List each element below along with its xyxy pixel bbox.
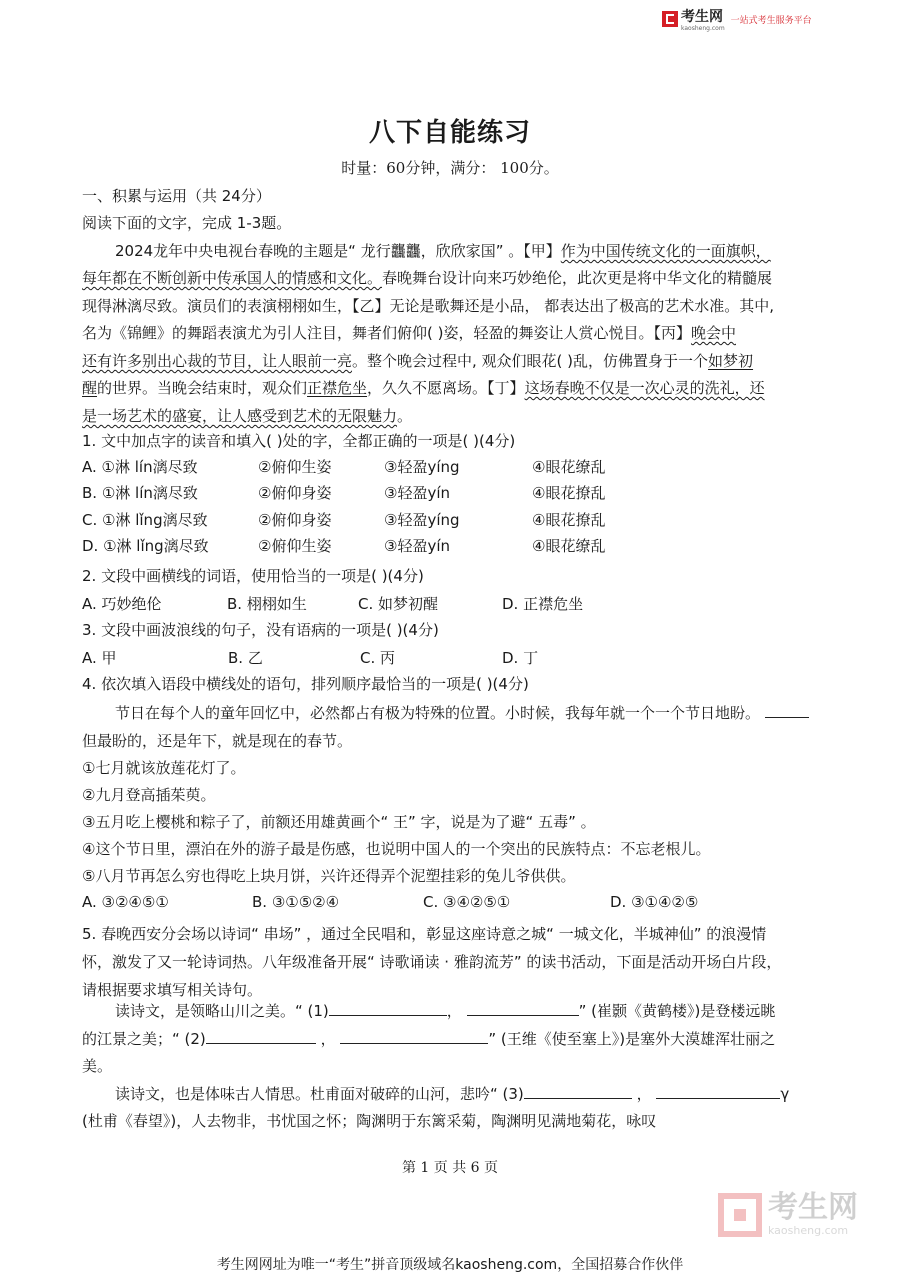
passage-line-1: 2024龙年中央电视台春晚的主题是“ 龙行龘龘，欣欣家国” 。【甲】作为中国传统文化的一面旗帜， — [115, 242, 771, 260]
answer-blank-3a[interactable] — [524, 1084, 632, 1099]
logo-icon — [662, 11, 678, 27]
q3-option-a: A. 甲 — [82, 649, 117, 667]
q5-para-1-line-1: 读诗文，是领略山川之美。“ (1) ， ” (崔颢《黄鹤楼》)是登楼远眺 — [115, 1002, 776, 1020]
site-logo[interactable] — [662, 8, 812, 30]
q4-intro-line-1: 节日在每个人的童年回忆中，必然都占有极为特殊的位置。小时候，我每年就一个一个节日地盼。 — [115, 703, 809, 723]
answer-blank-3b[interactable] — [656, 1084, 780, 1099]
q1-option-a-4: ④眼花缭乱 — [532, 458, 606, 476]
q2-option-d: D. 正襟危坐 — [502, 595, 584, 613]
logo-domain: kaosheng.com — [681, 25, 725, 32]
answer-blank-1b[interactable] — [467, 1001, 579, 1016]
q3-option-d: D. 丁 — [502, 649, 539, 667]
q3-option-c: C. 丙 — [360, 649, 396, 667]
q1-option-c-1: C. ①淋 lǐng漓尽致 — [82, 511, 208, 529]
q4-intro-line-2: 但最盼的，还是年下，就是现在的春节。 — [82, 732, 353, 750]
q4-option-a: A. ③②④⑤① — [82, 893, 169, 911]
answer-blank-2b[interactable] — [340, 1029, 488, 1044]
q5-line-3: 请根据要求填写相关诗句。 — [82, 981, 263, 999]
watermark-name: 考生网 — [768, 1190, 858, 1225]
footer-notice: 考生网网址为唯一“考生”拼音顶级域名kaosheng.com，全国招募合作伙伴 — [216, 1257, 684, 1273]
q3-stem: 3. 文段中画波浪线的句子，没有语病的一项是( )(4分) — [82, 621, 439, 639]
q2-stem: 2. 文段中画横线的词语，使用恰当的一项是( )(4分) — [82, 567, 424, 585]
q5-para-2-line-1: 读诗文，也是体味古人情思。杜甫面对破碎的山河，悲吟“ (3) ， γ — [115, 1085, 790, 1103]
q4-blank — [765, 703, 809, 718]
q4-item-5: ⑤八月节再怎么穷也得吃上块月饼，兴许还得弄个泥塑挂彩的兔儿爷供供。 — [82, 867, 576, 885]
q1-option-c-3: ③轻盈yíng — [384, 511, 460, 529]
passage-line-6: 醒的世界。当晚会结束时，观众们正襟危坐，久久不愿离场。【丁】这场春晚不仅是一次心灵的洗礼，还 — [82, 379, 765, 397]
page-title: 八下自能练习 — [368, 118, 531, 148]
logo-name: 考生网 — [681, 9, 723, 25]
q4-stem: 4. 依次填入语段中横线处的语句，排列顺序最恰当的一项是( )(4分) — [82, 675, 529, 693]
passage-line-5: 还有许多别出心裁的节目，让人眼前一亮。整个晚会过程中, 观众们眼花( )乱，仿佛置身于一个如梦初 — [82, 352, 754, 370]
watermark-domain: kaosheng.com — [768, 1224, 849, 1237]
q1-option-a-2: ②俯仰生姿 — [258, 458, 332, 476]
q1-option-b-4: ④眼花撩乱 — [532, 484, 606, 502]
q4-option-d: D. ③①④②⑤ — [610, 893, 699, 911]
q1-option-b-1: B. ①淋 lín漓尽致 — [82, 484, 198, 502]
q5-para-1-line-3: 美。 — [82, 1057, 113, 1075]
q1-option-a-1: A. ①淋 lín漓尽致 — [82, 458, 198, 476]
q4-item-2: ②九月登高插茱萸。 — [82, 786, 216, 804]
q2-option-b: B. 栩栩如生 — [227, 595, 307, 613]
q1-option-c-2: ②俯仰身姿 — [258, 511, 332, 529]
q4-item-3: ③五月吃上樱桃和粽子了，前额还用雄黄画个“ 王” 字，说是为了避“ 五毒” 。 — [82, 813, 596, 831]
q1-option-b-2: ②俯仰身姿 — [258, 484, 332, 502]
logo-slogan: 一站式考生服务平台 — [730, 15, 812, 26]
q4-item-1: ①七月就该放莲花灯了。 — [82, 759, 246, 777]
passage-line-4: 名为《锦鲤》的舞蹈表演尤为引人注目，舞者们俯仰( )姿，轻盈的舞姿让人赏心悦目。【丙】晚会中 — [82, 324, 736, 342]
q5-line-2: 怀，激发了又一轮诗词热。八年级准备开展“ 诗歌诵读 · 雅韵流芳” 的读书活动，下面是活动开场白片段， — [82, 953, 782, 971]
q1-option-d-2: ②俯仰生姿 — [258, 537, 332, 555]
passage-line-7: 是一场艺术的盛宴，让人感受到艺术的无限魅力。 — [82, 407, 413, 425]
q1-option-b-3: ③轻盈yín — [384, 484, 450, 502]
q3-option-b: B. 乙 — [228, 649, 263, 667]
exam-info: 时量：60分钟，满分： 100分。 — [341, 159, 559, 177]
passage-line-2: 每年都在不断创新中传承国人的情感和文化。春晚舞台设计向来巧妙绝伦，此次更是将中华文化的精髓展 — [82, 269, 773, 287]
q2-option-c: C. 如梦初醒 — [358, 595, 439, 613]
q1-option-a-3: ③轻盈yíng — [384, 458, 460, 476]
q4-option-b: B. ③①⑤②④ — [252, 893, 340, 911]
q4-item-4: ④这个节日里，漂泊在外的游子最是伤感，也说明中国人的一个突出的民族特点：不忘老根儿。 — [82, 840, 711, 858]
q1-option-d-1: D. ①淋 lǐng漓尽致 — [82, 537, 209, 555]
q4-option-c: C. ③④②⑤① — [423, 893, 511, 911]
watermark-logo — [718, 1192, 858, 1237]
q1-option-d-4: ④眼花缭乱 — [532, 537, 606, 555]
watermark-icon — [718, 1193, 762, 1237]
section-heading: 一、积累与运用（共 24分） — [82, 187, 271, 205]
q5-para-2-line-2: (杜甫《春望》)，人去物非，书忧国之怀；陶渊明于东篱采菊，陶渊明见满地菊花，咏叹 — [82, 1112, 657, 1130]
q5-line-1: 5. 春晚西安分会场以诗词“ 串场” ，通过全民唱和，彰显这座诗意之城“ 一城文化，半城神仙” 的浪漫情 — [82, 925, 767, 943]
answer-blank-2a[interactable] — [206, 1029, 316, 1044]
q2-option-a: A. 巧妙绝伦 — [82, 595, 162, 613]
section-instruction: 阅读下面的文字，完成 1-3题。 — [82, 214, 292, 232]
answer-blank-1a[interactable] — [329, 1001, 447, 1016]
q1-option-d-3: ③轻盈yín — [384, 537, 450, 555]
q5-para-1-line-2: 的江景之美；“ (2) ， ” (王维《使至塞上》)是塞外大漠雄浑壮丽之 — [82, 1030, 776, 1048]
q1-option-c-4: ④眼花撩乱 — [532, 511, 606, 529]
q1-stem: 1. 文中加点字的读音和填入( )处的字，全都正确的一项是( )(4分) — [82, 432, 516, 450]
passage-line-3: 现得淋漓尽致。演员们的表演栩栩如生，【乙】无论是歌舞还是小品， 都表达出了极高的艺术水准。其中, — [82, 297, 775, 315]
page-number: 第 1 页 共 6 页 — [401, 1160, 499, 1176]
